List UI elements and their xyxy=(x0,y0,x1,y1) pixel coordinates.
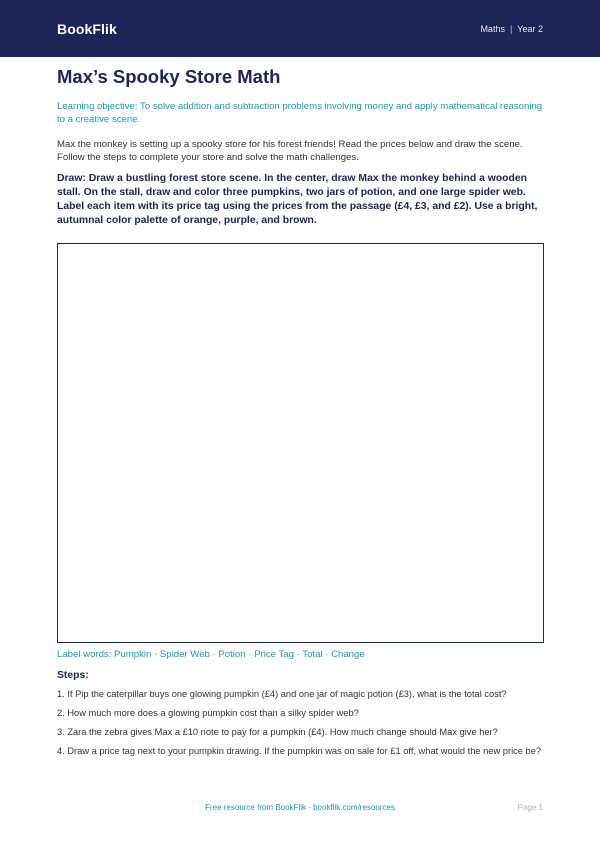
footer-credit: Free resource from BookFlik · bookflik.com/resources xyxy=(205,803,395,812)
subject-label xyxy=(480,24,543,34)
brand-logo: BookFlik xyxy=(57,20,117,37)
year-level: Year 2 xyxy=(517,23,543,34)
draw-instruction: Draw: Draw a bustling forest store scene. In the center, draw Max the monkey behind a wooden stall. On the stall, draw and color three pumpkins, two jars of potion, and one large spider web. Label each item with its price tag using the prices from the passage (£4, £3, and £2). Use a bright, autumnal color palette of orange, purple, and brown. xyxy=(57,173,538,226)
steps-list xyxy=(57,688,547,764)
intro-text: Max the monkey is setting up a spooky store for his forest friends! Read the prices below and draw the scene. Follow the steps to complete your store and solve the math challenges. xyxy=(57,139,523,163)
step-item: 3. Zara the zebra gives Max a £10 note to pay for a pumpkin (£4). How much change should Max give her? xyxy=(57,727,498,737)
subject-name: Maths xyxy=(480,23,505,34)
learning-objective: Learning objective: To solve addition and subtraction problems involving money and apply mathematical reasoning to a creative scene. xyxy=(57,101,543,125)
step-item: 2. How much more does a glowing pumpkin cost than a silky spider web? xyxy=(57,708,359,718)
header-bar xyxy=(0,0,600,57)
step-item: 1. If Pip the caterpillar buys one glowing pumpkin (£4) and one jar of magic potion (£3), what is the total cost? xyxy=(57,689,507,699)
drawing-area[interactable] xyxy=(57,243,544,643)
page-number: Page 1 xyxy=(517,803,543,812)
steps-heading: Steps: xyxy=(57,670,89,681)
step-item: 4. Draw a price tag next to your pumpkin drawing. If the pumpkin was on sale for £1 off, what would the new price be? xyxy=(57,746,542,756)
subject-separator: | xyxy=(509,23,513,34)
label-words: Label words: Pumpkin · Spider Web · Potion · Price Tag · Total · Change xyxy=(57,649,365,660)
worksheet-title: Max’s Spooky Store Math xyxy=(57,66,281,87)
